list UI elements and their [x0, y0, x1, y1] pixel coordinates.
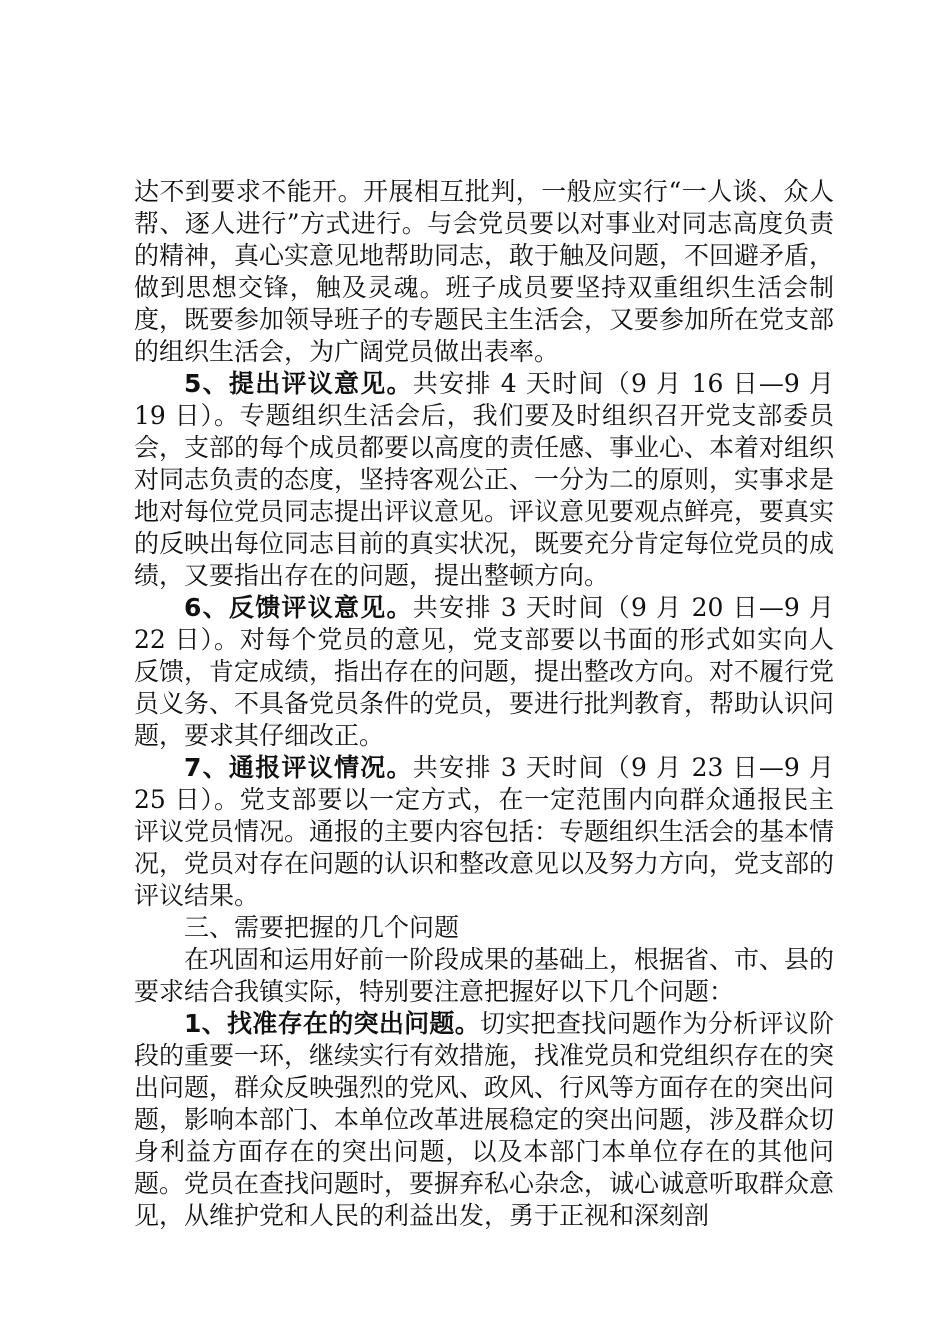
paragraph-item-6 — [134, 592, 834, 752]
item-heading: 5、提出评议意见。 — [184, 369, 413, 398]
paragraph-text: 达不到要求不能开。开展相互批判，一般应实行“一人谈、众人帮、逐人进行”方式进行。与会党员要以对事业对同志高度负责的精神，真心实意见地帮助同志，敢于触及问题，不回避矛盾，做到思想交锋，触及灵魂。班子成员要坚持双重组织生活会制度，既要参加领导班子的专题民主生活会，又要参加所在党支部的组织生活会，为广阔党员做出表率。 — [134, 177, 835, 366]
item-heading: 7、通报评议情况。 — [184, 753, 413, 782]
item-body: 共安排 3 天时间（9 月 23 日—9 月 25 日）。党支部要以一定方式，在一定范围内向群众通报民主评议党员情况。通报的主要内容包括：专题组织生活会的基本情况，党员对存在问题的认识和整改意见以及努力方向，党支部的评议结果。 — [134, 753, 835, 910]
item-heading: 1、找准存在的突出问题。 — [184, 1009, 481, 1038]
item-heading: 6、反馈评议意见。 — [184, 593, 413, 622]
document-page — [134, 176, 834, 1232]
paragraph-text: 在巩固和运用好前一阶段成果的基础上，根据省、市、县的要求结合我镇实际，特别要注意把握好以下几个问题： — [134, 945, 835, 1006]
section-title — [134, 912, 834, 944]
item-body: 共安排 4 天时间（9 月 16 日—9 月 19 日）。专题组织生活会后，我们要及时组织召开党支部委员会，支部的每个成员都要以高度的责任感、事业心、本着对组织对同志负责的态度，坚持客观公正、一分为二的原则，实事求是地对每位党员同志提出评议意见。评议意见要观点鲜亮，要真实的反映出每位同志目前的真实状况，既要充分肯定每位党员的成绩，又要指出存在的问题，提出整顿方向。 — [134, 369, 835, 590]
paragraph-item-5 — [134, 368, 834, 592]
item-body: 切实把查找问题作为分析评议阶段的重要一环，继续实行有效措施，找准党员和党组织存在的突出问题，群众反映强烈的党风、政风、行风等方面存在的突出问题，影响本部门、本单位改革进展稳定的突出问题，涉及群众切身利益方面存在的突出问题，以及本部门本单位存在的其他问题。党员在查找问题时，要摒弃私心杂念，诚心诚意听取群众意见，从维护党和人民的利益出发，勇于正视和深刻剖 — [134, 1009, 835, 1230]
item-body: 共安排 3 天时间（9 月 20 日—9 月 22 日）。对每个党员的意见，党支部要以书面的形式如实向人反馈，肯定成绩，指出存在的问题，提出整改方向。对不履行党员义务、不具备党员条件的党员，要进行批判教育，帮助认识问题，要求其仔细改正。 — [134, 593, 835, 750]
section-intro — [134, 944, 834, 1008]
paragraph-item-7 — [134, 752, 834, 912]
paragraph-section3-item-1 — [134, 1008, 834, 1232]
paragraph-continuation — [134, 176, 834, 368]
section-title-text: 三、需要把握的几个问题 — [184, 913, 460, 942]
